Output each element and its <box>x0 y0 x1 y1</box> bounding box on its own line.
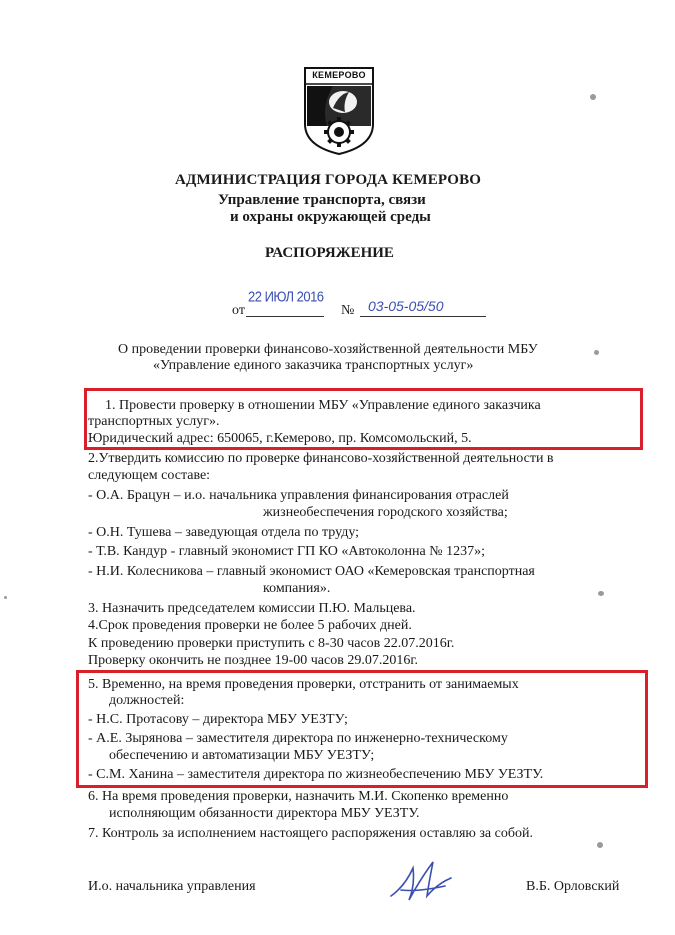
item-5-person-b-line-1: - А.Е. Зырянова – заместителя директора по инженерно-техническому <box>88 731 508 746</box>
number-prefix: № <box>341 303 355 318</box>
member-1-line-1: - О.А. Брацун – и.о. начальника управления финансирования отраслей <box>88 488 509 503</box>
item-4-line-3: Проверку окончить не позднее 19-00 часов 29.07.2016г. <box>88 653 418 668</box>
org-title: АДМИНИСТРАЦИЯ ГОРОДА КЕМЕРОВО <box>175 172 482 188</box>
date-blank <box>246 316 324 317</box>
member-2: - О.Н. Тушева – заведующая отдела по труду; <box>88 525 360 540</box>
item-4-line-2: К проведению проверки приступить с 8-30 часов 22.07.2016г. <box>88 636 455 651</box>
number-blank <box>360 316 486 317</box>
member-1-line-2: жизнеобеспечения городского хозяйства; <box>263 505 508 520</box>
scan-speck <box>597 842 603 848</box>
doc-type: РАСПОРЯЖЕНИЕ <box>265 245 394 261</box>
city-crest <box>303 66 375 156</box>
item-5-line-2: должностей: <box>109 693 185 708</box>
member-4-line-1: - Н.И. Колесникова – главный экономист ОАО «Кемеровская транспортная <box>88 564 535 579</box>
subject-line-2: «Управление единого заказчика транспортных услуг» <box>153 358 474 373</box>
item-1-address: Юридический адрес: 650065, г.Кемерово, пр. Комсомольский, 5. <box>88 431 472 446</box>
member-4-line-2: компания». <box>263 581 331 596</box>
scan-speck <box>590 94 596 100</box>
scan-speck <box>4 596 7 599</box>
dept-line-1: Управление транспорта, связи <box>218 192 426 208</box>
item-5-person-b-line-2: обеспечению и автоматизации МБУ УЕЗТУ; <box>109 748 375 763</box>
item-7: 7. Контроль за исполнением настоящего распоряжения оставляю за собой. <box>88 826 533 841</box>
item-1-line-1: 1. Провести проверку в отношении МБУ «Управление единого заказчика <box>105 398 541 413</box>
item-6-line-1: 6. На время проведения проверки, назначить М.И. Скопенко временно <box>88 789 509 804</box>
item-5-line-1: 5. Временно, на время проведения проверки, отстранить от занимаемых <box>88 677 519 692</box>
date-stamp: 22 ИЮЛ 2016 <box>248 287 324 306</box>
item-5-person-c: - С.М. Ханина – заместителя директора по жизнеобеспечению МБУ УЕЗТУ. <box>88 767 544 782</box>
member-3: - Т.В. Кандур - главный экономист ГП КО «Автоколонна № 1237»; <box>88 544 485 559</box>
item-4-line-1: 4.Срок проведения проверки не более 5 рабочих дней. <box>88 618 412 633</box>
item-2-line-1: 2.Утвердить комиссию по проверке финансово-хозяйственной деятельности в <box>88 451 554 466</box>
dept-line-2: и охраны окружающей среды <box>230 209 431 225</box>
signatory-position: И.о. начальника управления <box>88 879 256 894</box>
subject-line-1: О проведении проверки финансово-хозяйственной деятельности МБУ <box>118 342 538 357</box>
crest-label: КЕМЕРОВО <box>312 70 366 80</box>
scan-speck <box>598 591 604 596</box>
date-prefix: от <box>232 303 245 318</box>
signatory-name: В.Б. Орловский <box>526 879 620 894</box>
doc-number: 03-05-05/50 <box>368 298 444 314</box>
item-2-line-2: следующем составе: <box>88 468 211 483</box>
item-6-line-2: исполняющим обязанности директора МБУ УЕЗТУ. <box>109 806 420 821</box>
item-1-line-2: транспортных услуг». <box>88 414 220 429</box>
item-3: 3. Назначить председателем комиссии П.Ю. Мальцева. <box>88 601 416 616</box>
scan-speck <box>594 350 599 355</box>
handwritten-signature-icon <box>387 856 457 906</box>
item-5-person-a: - Н.С. Протасову – директора МБУ УЕЗТУ; <box>88 712 348 727</box>
